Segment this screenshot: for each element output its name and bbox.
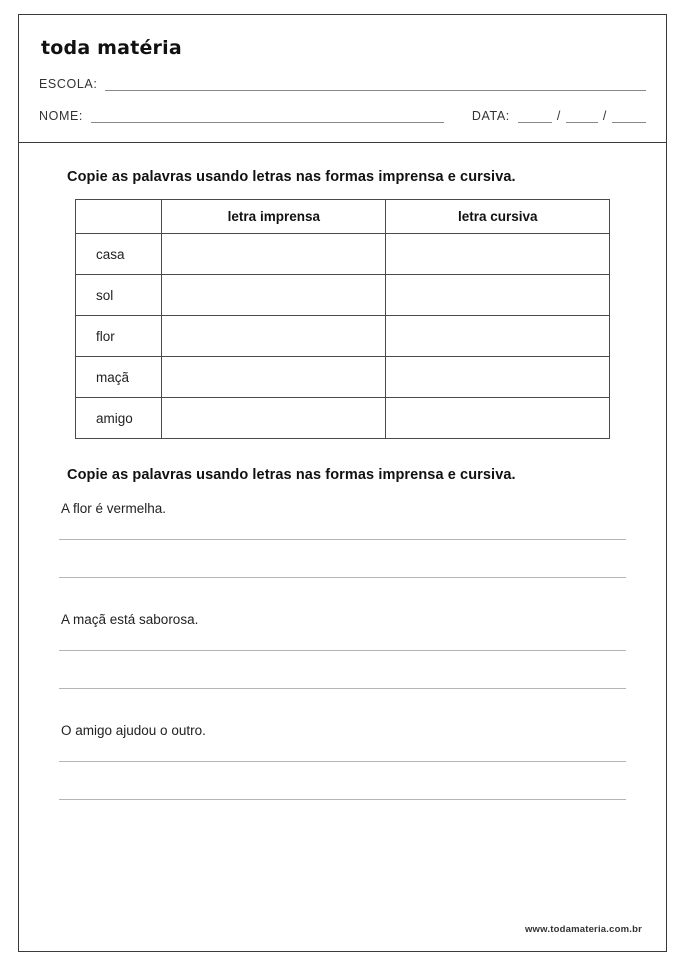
table-cell-cursiva-blank[interactable] [386,357,610,398]
sentence-text: O amigo ajudou o outro. [61,723,206,738]
writing-line[interactable] [59,760,626,762]
date-year-line[interactable] [612,111,646,123]
date-month-line[interactable] [566,111,598,123]
worksheet-sheet [18,14,667,952]
writing-line[interactable] [59,576,626,578]
sentence-text: A flor é vermelha. [61,501,167,516]
date-separator-1: / [556,109,561,123]
table-header-row [76,200,610,234]
name-label: NOME: [39,109,83,123]
date-field-group [444,109,646,123]
sentence-block-3 [59,723,626,800]
sentence-block-2 [59,612,626,689]
words-table [75,199,610,439]
table-cell-imprensa-blank[interactable] [162,234,386,275]
table-row [76,398,610,439]
sentence-block-1 [59,501,626,578]
table-cell-imprensa-blank[interactable] [162,316,386,357]
table-cell-cursiva-blank[interactable] [386,275,610,316]
table-header-cursiva: letra cursiva [386,200,610,234]
table-row [76,234,610,275]
table-row [76,275,610,316]
instruction-text-2: Copie as palavras usando letras nas formas imprensa e cursiva. [67,467,516,483]
worksheet-header [19,15,666,143]
table-cell-cursiva-blank[interactable] [386,398,610,439]
table-cell-cursiva-blank[interactable] [386,234,610,275]
instruction-text-1: Copie as palavras usando letras nas formas imprensa e cursiva. [67,169,516,185]
table-header-corner [76,200,162,234]
date-label: DATA: [471,109,510,123]
writing-line[interactable] [59,687,626,689]
worksheet-content [19,143,666,800]
table-cell-word: maçã [76,357,162,398]
table-row [76,316,610,357]
table-cell-word: flor [76,316,162,357]
name-input-line[interactable] [91,111,444,123]
table-cell-imprensa-blank[interactable] [162,275,386,316]
table-cell-imprensa-blank[interactable] [162,357,386,398]
table-header-imprensa: letra imprensa [162,200,386,234]
writing-line[interactable] [59,649,626,651]
table-cell-cursiva-blank[interactable] [386,316,610,357]
brand-logo: toda matéria [41,37,182,59]
date-separator-2: / [602,109,607,123]
sentence-text: A maçã está saborosa. [61,612,199,627]
writing-line[interactable] [59,538,626,540]
school-input-line[interactable] [105,79,646,91]
table-cell-word: sol [76,275,162,316]
school-label: ESCOLA: [39,77,98,91]
school-field-row [39,77,646,91]
name-date-field-row [39,109,646,123]
table-row [76,357,610,398]
writing-line[interactable] [59,798,626,800]
table-cell-imprensa-blank[interactable] [162,398,386,439]
footer-url: www.todamateria.com.br [524,924,642,935]
table-cell-word: amigo [76,398,162,439]
date-day-line[interactable] [518,111,552,123]
table-cell-word: casa [76,234,162,275]
